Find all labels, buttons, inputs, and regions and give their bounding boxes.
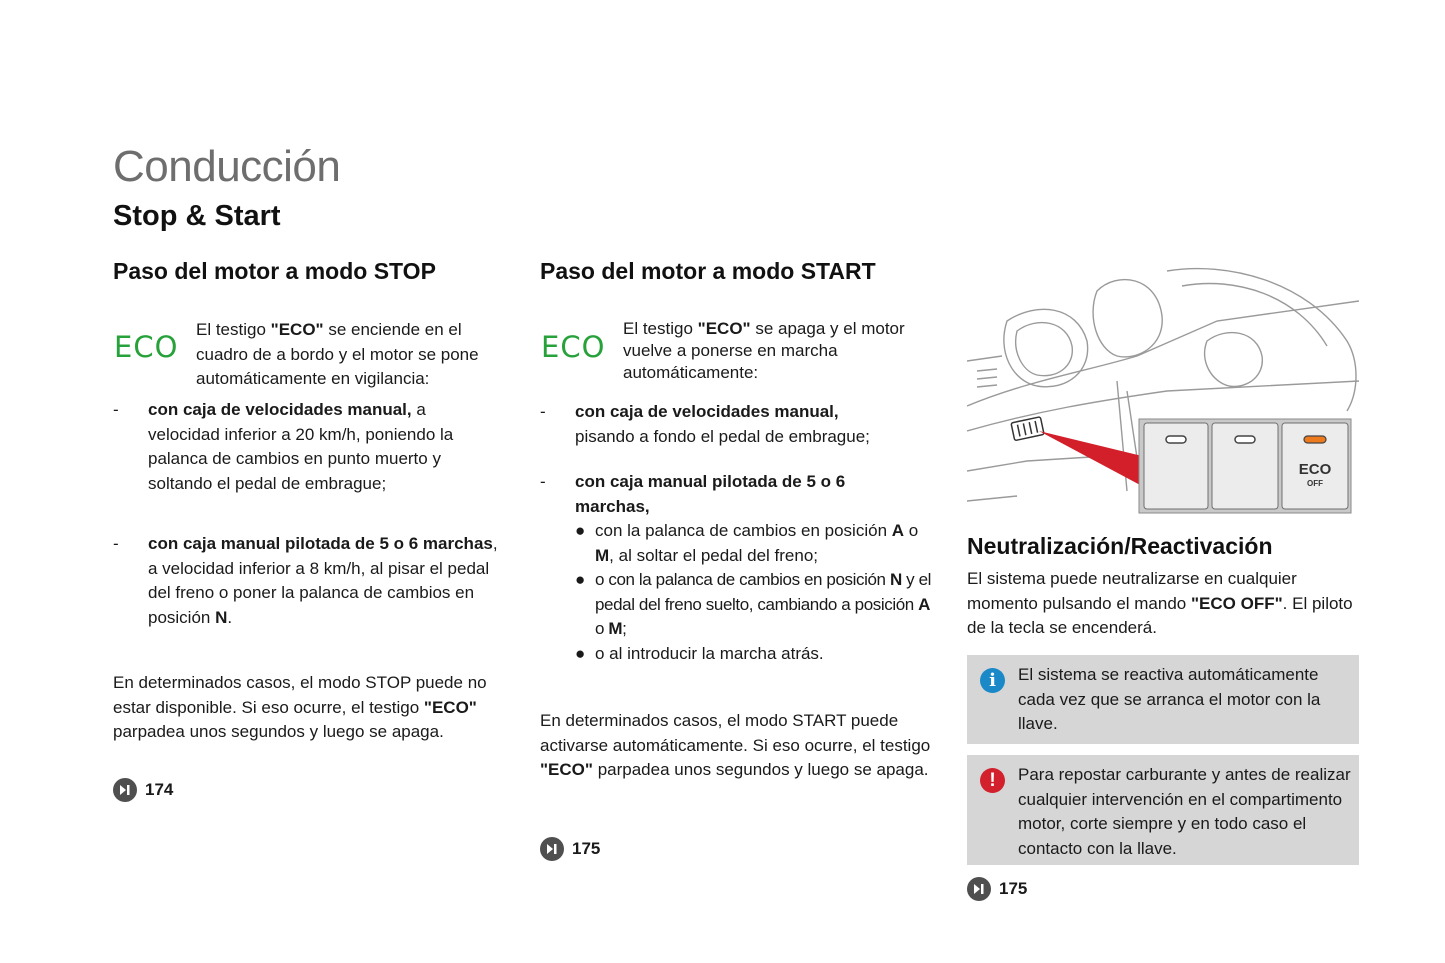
stop-heading: Paso del motor a modo STOP: [113, 258, 436, 284]
page-link-icon: [113, 778, 137, 802]
page-link-icon: [540, 837, 564, 861]
start-item-manual: - con caja de velocidades manual, pisando a fondo el pedal de embrague;: [540, 402, 870, 446]
page-number: 174: [145, 780, 174, 799]
neutral-heading: Neutralización/Reactivación: [967, 533, 1273, 559]
start-heading: Paso del motor a modo START: [540, 258, 876, 284]
info-box: [967, 655, 1359, 744]
stop-page-ref[interactable]: [113, 778, 173, 802]
eco-indicator-icon: ECO: [114, 330, 179, 364]
eco-off-button-label: ECO: [1298, 461, 1332, 478]
eco-indicator-icon: ECO: [541, 330, 606, 364]
warning-box: [967, 755, 1359, 865]
warning-icon: !: [980, 768, 1005, 793]
start-subitem: ● con la palanca de cambios en posición A o M, al soltar el pedal del freno;: [575, 521, 919, 565]
start-note: En determinados casos, el modo START puede activarse automáticamente. Si eso ocurre, el testigo "ECO" parpadea unos segundos y luego se apaga.: [540, 711, 931, 779]
dash-marker: -: [540, 472, 546, 491]
page-number: 175: [999, 879, 1028, 898]
page-number: 175: [572, 839, 601, 858]
dashboard-illustration: [967, 261, 1359, 523]
stop-item-pilotada: - con caja manual pilotada de 5 o 6 marchas, a velocidad inferior a 8 km/h, al pisar el pedal del freno o poner la palanca de cambios en posición N.: [113, 534, 498, 627]
page-title: Conducción: [113, 142, 341, 191]
neutral-text: El sistema puede neutralizarse en cualquier momento pulsando el mando "ECO OFF". El piloto de la tecla se encenderá.: [967, 569, 1353, 637]
warning-text: Para repostar carburante y antes de realizar cualquier intervención en el compartimento motor, corte siempre y en todo caso el contacto con la llave.: [1018, 765, 1351, 858]
neutral-page-ref[interactable]: [967, 877, 1027, 901]
info-text: El sistema se reactiva automáticamente cada vez que se arranca el motor con la llave.: [1018, 665, 1321, 733]
start-subitem: ● o con la palanca de cambios en posición N y el pedal del freno suelto, cambiando a posición A o M;: [575, 570, 932, 638]
start-intro: El testigo "ECO" se apaga y el motor vuelve a ponerse en marcha automáticamente:: [623, 319, 905, 382]
start-item-pilotada: - con caja manual pilotada de 5 o 6 marchas, ● con la palanca de cambios en posición A o M, al soltar el pedal del freno; ● o con la palanca de cambios en posición N y el pedal del freno suelto, cambiando a posición A o M; ● o al introducir la marcha atrás.: [540, 470, 935, 666]
eco-off-button-sublabel: OFF: [1307, 479, 1323, 488]
info-icon: i: [980, 668, 1005, 693]
section-title: Stop & Start: [113, 200, 281, 232]
start-subitem: ● o al introducir la marcha atrás.: [575, 643, 824, 663]
dash-marker: -: [540, 402, 546, 421]
page-link-icon: [967, 877, 991, 901]
stop-note: En determinados casos, el modo STOP puede no estar disponible. Si eso ocurre, el testigo "ECO" parpadea unos segundos y luego se apaga.: [113, 673, 487, 741]
start-page-ref[interactable]: [540, 837, 600, 861]
dash-marker: -: [113, 534, 119, 553]
stop-intro: El testigo "ECO" se enciende en el cuadro de a bordo y el motor se pone automáticamente en vigilancia:: [196, 320, 479, 388]
dash-marker: -: [113, 400, 119, 419]
stop-item-manual: - con caja de velocidades manual, a velocidad inferior a 20 km/h, poniendo la palanca de cambios en punto muerto y soltando el pedal de embrague;: [113, 400, 454, 493]
